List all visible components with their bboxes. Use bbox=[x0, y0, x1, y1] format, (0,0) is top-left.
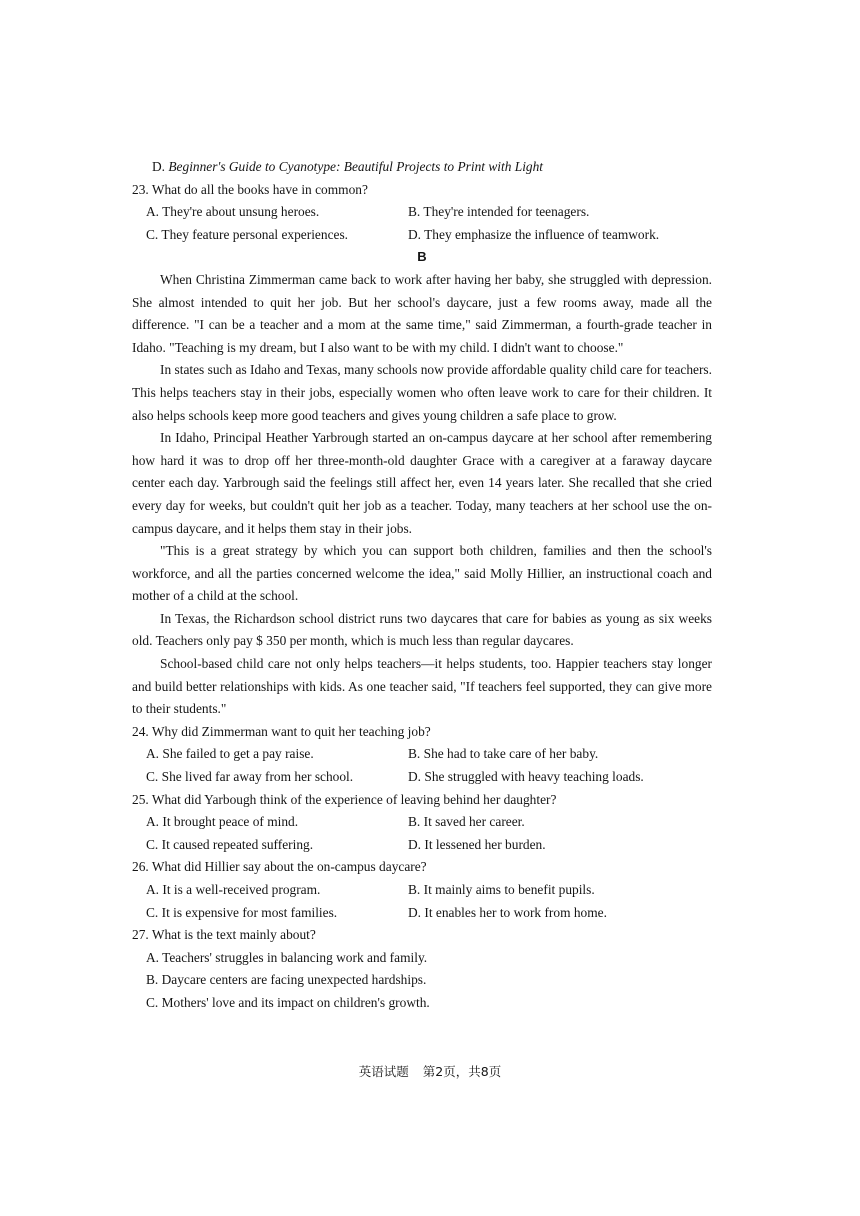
option-a: A. They're about unsung heroes. bbox=[146, 204, 320, 220]
question-26 bbox=[132, 856, 712, 924]
option-d: D. It lessened her burden. bbox=[408, 836, 546, 852]
options-row bbox=[132, 743, 712, 766]
question-text: 24. Why did Zimmerman want to quit her teaching job? bbox=[132, 723, 431, 739]
passage-paragraph-5: In Texas, the Richardson school district runs two daycares that care for babies as young as six weeks old. Teachers only pay $ 350 per month, which is much less than regular daycares. bbox=[132, 610, 712, 649]
option-a: A. Teachers' struggles in balancing work and family. bbox=[146, 949, 428, 965]
footer-page-number: 第2页，共8页 bbox=[422, 1064, 502, 1079]
option-d: D. It enables her to work from home. bbox=[408, 904, 607, 920]
exam-page bbox=[132, 156, 712, 1015]
option-c: C. They feature personal experiences. bbox=[146, 226, 349, 242]
option-c: C. Mothers' love and its impact on children's growth. bbox=[146, 994, 430, 1010]
option-b: B. They're intended for teenagers. bbox=[408, 204, 590, 220]
question-25 bbox=[132, 789, 712, 857]
book-title: Beginner's Guide to Cyanotype: Beautiful Projects to Print with Light bbox=[168, 159, 544, 174]
option-b: B. She had to take care of her baby. bbox=[408, 746, 599, 762]
option-c: C. It is expensive for most families. bbox=[146, 904, 338, 920]
passage-paragraph-4: "This is a great strategy by which you can support both children, families and then the school's workforce, and all the parties concerned welcome the idea," said Molly Hillier, an instructional coach and mother of a child at the school. bbox=[132, 543, 712, 604]
question-24 bbox=[132, 721, 712, 789]
options-row bbox=[132, 224, 712, 247]
option-c: C. It caused repeated suffering. bbox=[146, 836, 314, 852]
section-label: B bbox=[417, 249, 427, 265]
passage-paragraph-6: School-based child care not only helps teachers—it helps students, too. Happier teachers stay longer and build better relationships with kids. As one teacher said, "If teachers feel supported, they can give more to their students." bbox=[132, 656, 712, 717]
option-b: B. It mainly aims to benefit pupils. bbox=[408, 882, 595, 897]
options-row bbox=[132, 879, 712, 902]
passage-paragraph-1: When Christina Zimmerman came back to work after having her baby, she struggled with depression. She almost intended to quit her job. But her school's daycare, just a few rooms away, made all the difference. "I can be a teacher and a mom at the same time," said Zimmerman, a fourth-grade teacher in Idaho. "Teaching is my dream, but I also want to be with my child. I didn't want to choose." bbox=[132, 271, 712, 355]
question-27 bbox=[132, 924, 712, 1014]
options-row bbox=[132, 902, 712, 925]
passage-paragraph-3: In Idaho, Principal Heather Yarbrough started an on-campus daycare at her school after remembering how hard it was to drop off her three-month-old daughter Grace with a caregiver at a faraway daycare center each day. Yarbrough said the feelings still affect her, even 14 years later. She recalled that she cried every day for weeks, but couldn't quit her job as a teacher. Today, many teachers at her school use the on-campus daycare, and it helps them stay in their jobs. bbox=[132, 430, 712, 536]
option-letter: D. bbox=[152, 159, 169, 174]
footer-subject: 英语试题 bbox=[358, 1064, 409, 1079]
option-a: A. She failed to get a pay raise. bbox=[146, 746, 314, 762]
question-text: 25. What did Yarbough think of the experience of leaving behind her daughter? bbox=[132, 791, 557, 807]
page-footer bbox=[0, 1062, 860, 1080]
question-text: 27. What is the text mainly about? bbox=[132, 927, 316, 943]
option-a: A. It is a well-received program. bbox=[146, 882, 321, 897]
option-d: D. She struggled with heavy teaching loads. bbox=[408, 769, 644, 785]
question-text: 23. What do all the books have in common? bbox=[132, 181, 368, 197]
options-row bbox=[132, 811, 712, 834]
question-text: 26. What did Hillier say about the on-campus daycare? bbox=[132, 859, 427, 875]
passage-paragraph-2: In states such as Idaho and Texas, many schools now provide affordable quality child care for teachers. This helps teachers stay in their jobs, especially women who often leave work to care for their children. It also helps schools keep more good teachers and gives young children a safe place to grow. bbox=[132, 362, 712, 423]
option-a: A. It brought peace of mind. bbox=[146, 814, 299, 830]
option-b: B. It saved her career. bbox=[408, 814, 525, 830]
prev-option-d bbox=[132, 156, 712, 179]
option-b: B. Daycare centers are facing unexpected hardships. bbox=[146, 972, 427, 988]
question-23 bbox=[132, 179, 712, 247]
option-c: C. She lived far away from her school. bbox=[146, 769, 354, 785]
options-row bbox=[132, 766, 712, 789]
options-row bbox=[132, 201, 712, 224]
options-row bbox=[132, 834, 712, 857]
option-d: D. They emphasize the influence of teamwork. bbox=[408, 226, 660, 242]
reading-passage bbox=[132, 269, 712, 721]
